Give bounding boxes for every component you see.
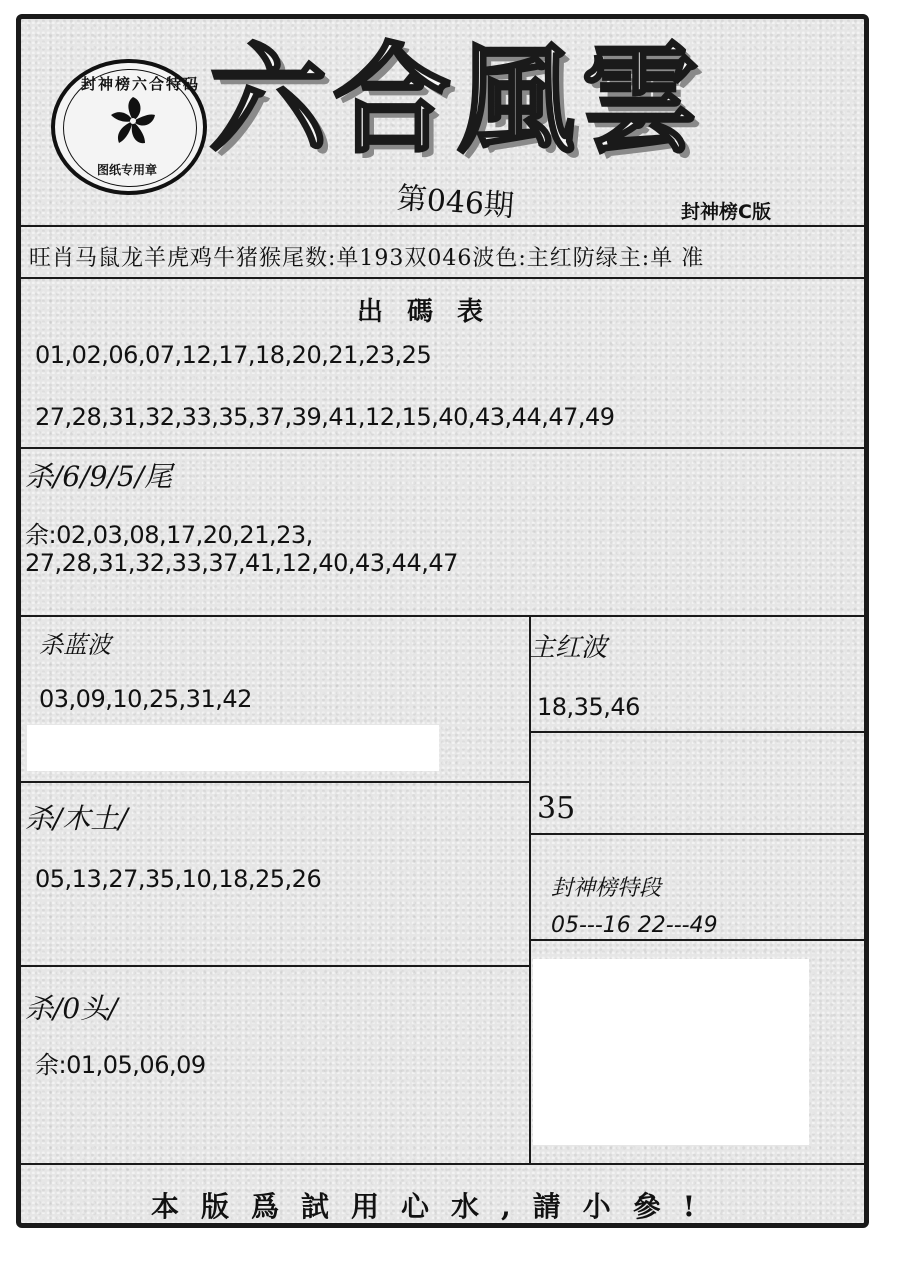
- kill-wood-earth-label: 杀/木土/: [25, 802, 128, 835]
- issue-number: 第046期: [395, 180, 516, 225]
- kill-tail-line-2: 27,28,31,32,33,37,41,12,40,43,44,47: [25, 549, 458, 577]
- divider: [21, 447, 869, 449]
- seal-top-text: 封神榜六合特码: [81, 75, 201, 93]
- kill-tail-label: 杀/6/9/5/尾: [25, 460, 173, 493]
- special-label: 封神榜特段: [551, 876, 662, 901]
- single-number: 35: [537, 791, 576, 826]
- blank-box: [533, 959, 809, 1145]
- kill-tail-line-1: 余:02,03,08,17,20,21,23,: [25, 521, 313, 549]
- edition-label: 封神榜C版: [681, 201, 771, 223]
- page-title: 六合風雲: [209, 30, 706, 169]
- divider: [21, 225, 869, 227]
- seal-bottom-text: 图纸专用章: [97, 163, 158, 177]
- kill-blue-label: 杀蓝波: [39, 631, 111, 659]
- kill-head-label: 杀/0头/: [25, 992, 118, 1025]
- blank-box: [27, 725, 439, 771]
- divider: [21, 781, 529, 783]
- bauhinia-flower-icon: [107, 93, 159, 149]
- kill-head-numbers: 余:01,05,06,09: [35, 1051, 206, 1079]
- chuma-title: 出碼表: [357, 297, 508, 327]
- kill-wood-earth-numbers: 05,13,27,35,10,18,25,26: [35, 865, 322, 893]
- special-range: 05---16 22---49: [551, 913, 718, 938]
- chuma-line-1: 01,02,06,07,12,17,18,20,21,23,25: [35, 341, 432, 369]
- main-red-numbers: 18,35,46: [537, 693, 640, 721]
- footer-disclaimer: 本版爲試用心水,請小參!: [151, 1190, 718, 1223]
- divider: [21, 277, 869, 279]
- chuma-line-2: 27,28,31,32,33,35,37,39,41,12,15,40,43,44,47,49: [35, 403, 615, 431]
- divider: [21, 1163, 869, 1165]
- prediction-banner: 旺肖马鼠龙羊虎鸡牛猪猴尾数:单193双046波色:主红防绿主:单 准: [29, 246, 705, 271]
- divider: [529, 939, 869, 941]
- divider: [21, 615, 869, 617]
- divider: [21, 965, 529, 967]
- seal-stamp: [51, 59, 207, 195]
- divider: [529, 833, 869, 835]
- lottery-sheet: [16, 14, 869, 1228]
- column-divider: [529, 615, 531, 1163]
- kill-blue-numbers: 03,09,10,25,31,42: [39, 685, 252, 713]
- divider: [529, 731, 869, 733]
- main-red-label: 主红波: [529, 633, 608, 663]
